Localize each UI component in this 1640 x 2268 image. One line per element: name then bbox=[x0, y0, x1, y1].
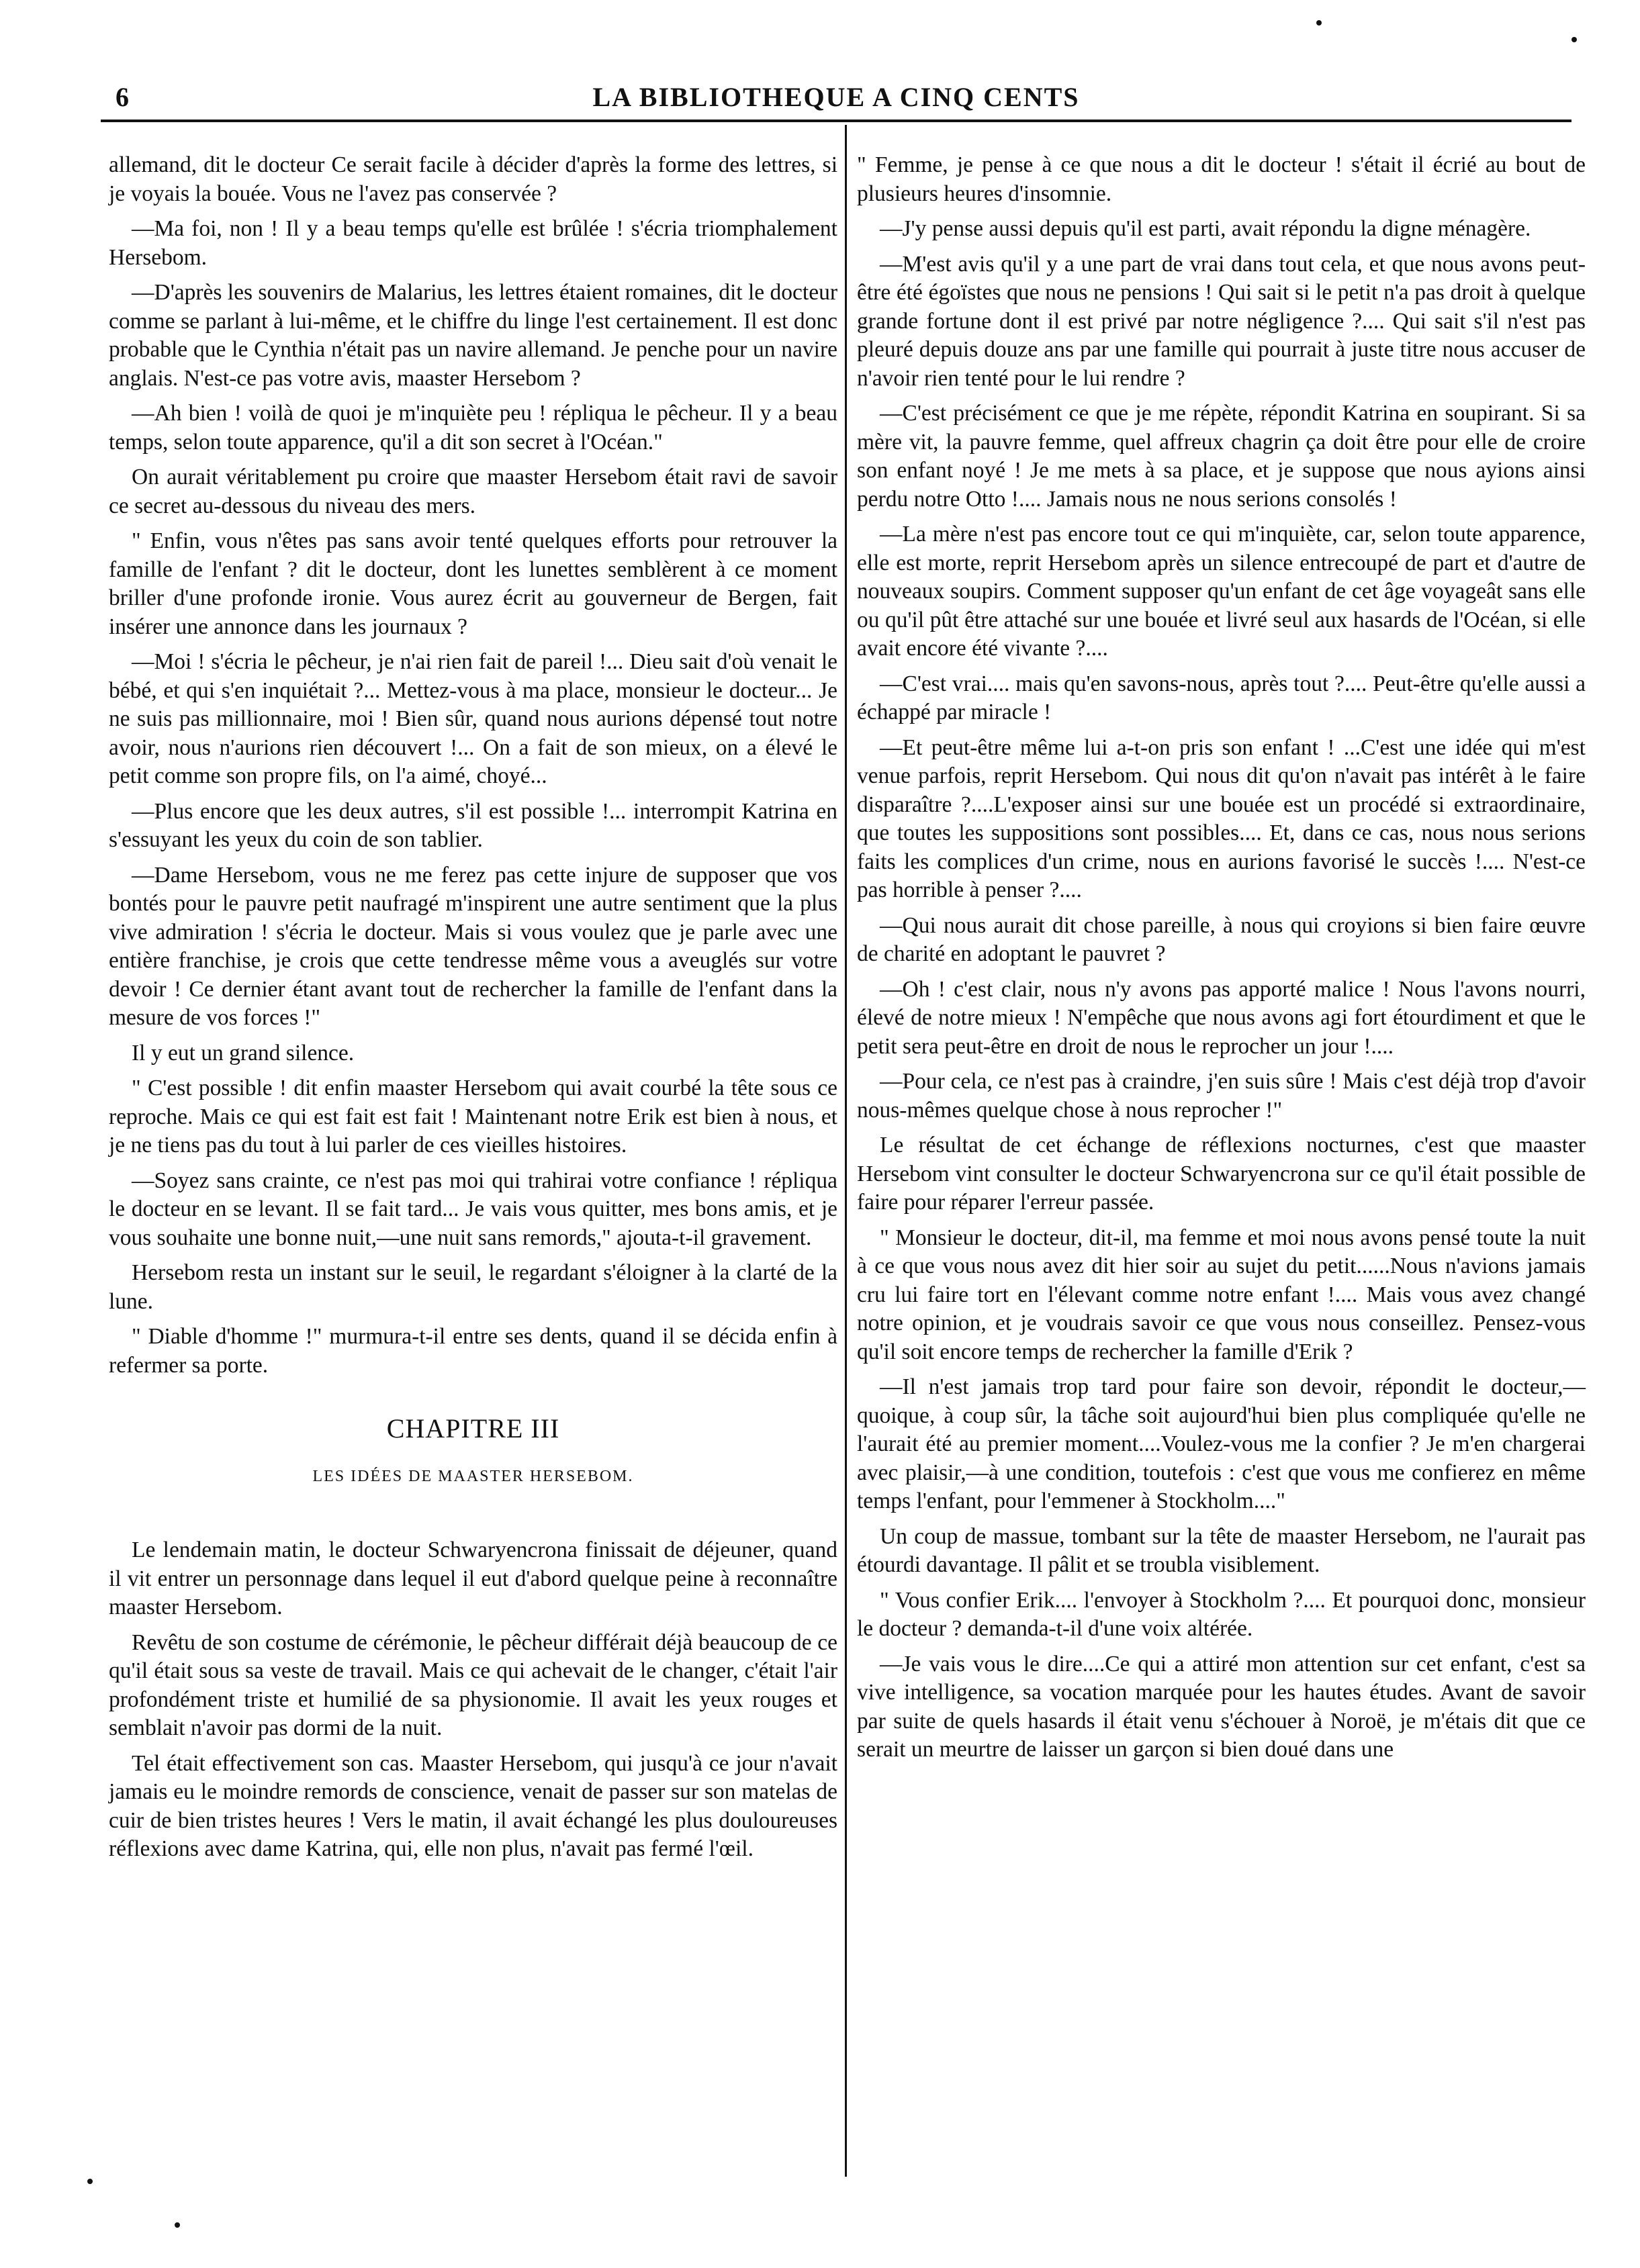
paragraph: Tel était effectivement son cas. Maaster Hersebom, qui jusqu'à ce jour n'avait jamais eu le moindre remords de conscience, venait de passer sur son matelas de cuir de bien tristes heures ! Vers le matin, il avait échangé les plus douloureuses réflexions avec dame Katrina, qui, elle non plus, n'avait pas fermé l'œil. bbox=[109, 1750, 837, 1861]
paragraph: " Monsieur le docteur, dit-il, ma femme et moi nous avons pensé toute la nuit à ce que vous nous avez dit hier soir au sujet du petit......Nous n'avions jamais cru lui faire tort en l'élevant comme notre enfant !.... Mais vous avez changé notre opinion, et je voudrais savoir ce que vous nous conseillez. Pensez-vous qu'il soit encore temps de rechercher la famille d'Erik ? bbox=[857, 1225, 1586, 1364]
paragraph: —La mère n'est pas encore tout ce qui m'inquiète, car, selon toute apparence, elle est morte, reprit Hersebom après un silence entrecoupé de part et d'autre de nouveaux soupirs. Comment supposer qu'un enfant de cet âge voyageât sans elle ou qu'il pût être attaché sur une bouée et livré seul aux hasards de l'Océan, si elle avait encore été vivante ?.... bbox=[857, 522, 1586, 661]
page-header bbox=[101, 77, 1571, 117]
column-divider bbox=[845, 125, 847, 2177]
running-title: LA BIBLIOTHEQUE A CINQ CENTS bbox=[592, 82, 1080, 112]
right-column bbox=[857, 151, 1586, 1771]
paragraph: —Pour cela, ce n'est pas à craindre, j'en suis sûre ! Mais c'est déjà trop d'avoir nous-mêmes quelque chose à nous reprocher !" bbox=[857, 1069, 1586, 1123]
paragraph: —Ah bien ! voilà de quoi je m'inquiète peu ! répliqua le pêcheur. Il y a beau temps, selon toute apparence, qu'il a dit son secret à l'Océan." bbox=[109, 401, 837, 455]
paragraph: —Je vais vous le dire....Ce qui a attiré mon attention sur cet enfant, c'est sa vive intelligence, sa vocation marquée pour les hautes études. Avant de savoir par suite de quels hasards il était venu s'échouer à Noroë, je m'étais dit que ce serait un meurtre de laisser un garçon si bien doué dans une bbox=[857, 1651, 1586, 1762]
paragraph: —Oh ! c'est clair, nous n'y avons pas apporté malice ! Nous l'avons nourri, élevé de notre mieux ! N'empêche que nous avons agi fort étourdiment et que le petit sera peut-être en droit de nous le reprocher un jour !.... bbox=[857, 976, 1586, 1059]
paragraph: —Moi ! s'écria le pêcheur, je n'ai rien fait de pareil !... Dieu sait d'où venait le bébé, et qui s'en inquiétait ?... Mettez-vous à ma place, monsieur le docteur... Je ne suis pas millionnaire, moi ! Bien sûr, quand nous aurions dépensé tout notre avoir, nous n'aurions rien découvert !... On a fait de son mieux, on a élevé le petit comme son propre fils, on l'a aimé, choyé... bbox=[109, 649, 837, 788]
paragraph: Hersebom resta un instant sur le seuil, le regardant s'éloigner à la clarté de la lune. bbox=[109, 1260, 837, 1314]
paragraph: Un coup de massue, tombant sur la tête de maaster Hersebom, ne l'aurait pas étourdi davantage. Il pâlit et se troubla visiblement. bbox=[857, 1523, 1586, 1577]
print-speck bbox=[87, 2179, 93, 2184]
paragraph: —Plus encore que les deux autres, s'il est possible !... interrompit Katrina en s'essuyant les yeux du coin de son tablier. bbox=[109, 798, 837, 852]
paragraph: " Diable d'homme !" murmura-t-il entre ses dents, quand il se décida enfin à refermer sa porte. bbox=[109, 1324, 837, 1378]
paragraph: " C'est possible ! dit enfin maaster Hersebom qui avait courbé la tête sous ce reproche. Mais ce qui est fait est fait ! Maintenant notre Erik est bien à nous, et je ne tiens pas du tout à lui parler de ces vieilles histoires. bbox=[109, 1076, 837, 1157]
paragraph: —C'est vrai.... mais qu'en savons-nous, après tout ?.... Peut-être qu'elle aussi a échappé par miracle ! bbox=[857, 671, 1586, 724]
paragraph: —J'y pense aussi depuis qu'il est parti, avait répondu la digne ménagère. bbox=[880, 216, 1531, 241]
print-speck bbox=[175, 2222, 180, 2228]
paragraph: Le résultat de cet échange de réflexions nocturnes, c'est que maaster Hersebom vint consulter le docteur Schwaryencrona sur ce qu'il était possible de faire pour réparer l'erreur passée. bbox=[857, 1133, 1586, 1215]
left-column bbox=[109, 151, 837, 1871]
chapter-title: CHAPITRE III bbox=[386, 1413, 560, 1444]
page-number: 6 bbox=[116, 82, 129, 112]
print-speck bbox=[1571, 37, 1577, 42]
paragraph: —D'après les souvenirs de Malarius, les lettres étaient romaines, dit le docteur comme se parlant à lui-même, et le chiffre du linge l'est certainement. Il est donc probable que le Cynthia n'était pas un navire allemand. Je penche pour un navire anglais. N'est-ce pas votre avis, maaster Hersebom ? bbox=[109, 280, 837, 391]
chapter-subtitle: LES IDÉES DE MAASTER HERSEBOM. bbox=[312, 1467, 634, 1485]
paragraph: —M'est avis qu'il y a une part de vrai dans tout cela, et que nous avons peut-être été égoïstes que nous ne pensions ! Qui sait si le petit n'a pas droit à quelque grande fortune dont il est privé par notre négligence ?.... Qui sait s'il n'est pas pleuré depuis douze ans par une famille qui pourrait à juste titre nous accuser de n'avoir rien tenté pour le lui rendre ? bbox=[857, 251, 1586, 391]
paragraph: —Il n'est jamais trop tard pour faire son devoir, répondit le docteur,—quoique, à coup sûr, la tâche soit aujourd'hui bien plus compliquée qu'elle ne l'aurait été au premier moment....Voulez-vous me la confier ? Je m'en chargerai avec plaisir,—à une condition, toutefois : c'est que vous me confierez en même temps l'enfant, pour l'emmener à Stockholm...." bbox=[857, 1374, 1586, 1513]
paragraph: —Soyez sans crainte, ce n'est pas moi qui trahirai votre confiance ! répliqua le docteur en se levant. Il se fait tard... Je vais vous quitter, mes bons amis, et je vous souhaite une bonne nuit,—une nuit sans remords," ajouta-t-il gravement. bbox=[109, 1168, 837, 1250]
paragraph: On aurait véritablement pu croire que maaster Hersebom était ravi de savoir ce secret au-dessous du niveau des mers. bbox=[109, 465, 837, 518]
paragraph: " Femme, je pense à ce que nous a dit le docteur ! s'était il écrié au bout de plusieurs heures d'insomnie. bbox=[857, 152, 1586, 206]
header-rule bbox=[101, 120, 1571, 122]
paragraph: " Enfin, vous n'êtes pas sans avoir tenté quelques efforts pour retrouver la famille de l'enfant ? dit le docteur, dont les lunettes semblèrent à ce moment briller d'une profonde ironie. Vous aurez écrit au gouverneur de Bergen, fait insérer une annonce dans les journaux ? bbox=[109, 528, 837, 639]
paragraph: —Qui nous aurait dit chose pareille, à nous qui croyions si bien faire œuvre de charité en adoptant le pauvret ? bbox=[857, 912, 1586, 966]
paragraph: allemand, dit le docteur Ce serait facile à décider d'après la forme des lettres, si je voyais la bouée. Vous ne l'avez pas conservée ? bbox=[109, 152, 837, 206]
paragraph: " Vous confier Erik.... l'envoyer à Stockholm ?.... Et pourquoi donc, monsieur le docteur ? demanda-t-il d'une voix altérée. bbox=[857, 1587, 1586, 1641]
paragraph: —Ma foi, non ! Il y a beau temps qu'elle est brûlée ! s'écria triomphalement Hersebom. bbox=[109, 216, 837, 270]
paragraph: —Dame Hersebom, vous ne me ferez pas cette injure de supposer que vos bontés pour le pauvre petit naufragé m'inspirent une autre sentiment que la plus vive admiration ! s'écria le docteur. Mais si vous voulez que je parle avec une entière franchise, je crois que cette tendresse même vous a aveuglés sur votre devoir ! Ce dernier étant avant tout de rechercher la famille de l'enfant dans la mesure de vos forces !" bbox=[109, 862, 837, 1030]
paragraph: —Et peut-être même lui a-t-on pris son enfant ! ...C'est une idée qui m'est venue parfois, reprit Hersebom. Qui nous dit qu'on n'avait pas intérêt à le faire disparaître ?....L'exposer ainsi sur une bouée est un procédé si extraordinaire, que toutes les suppositions sont possibles.... Et, dans ce cas, nous nous serions faits les complices d'un crime, nous en aurions favorisé le succès !.... N'est-ce pas horrible à penser ?.... bbox=[857, 735, 1586, 902]
paragraph: Revêtu de son costume de cérémonie, le pêcheur différait déjà beaucoup de ce qu'il était sous sa veste de travail. Mais ce qui achevait de le changer, c'était l'air profondément triste et humilié de sa physionomie. Il avait les yeux rouges et semblait n'avoir pas dormi de la nuit. bbox=[109, 1629, 837, 1740]
paragraph: Le lendemain matin, le docteur Schwaryencrona finissait de déjeuner, quand il vit entrer un personnage dans lequel il eut d'abord quelque peine à reconnaître maaster Hersebom. bbox=[109, 1538, 837, 1619]
paragraph: —C'est précisément ce que je me répète, répondit Katrina en soupirant. Si sa mère vit, la pauvre femme, quel affreux chagrin ça doit être pour elle de croire son enfant noyé ! Je me mets à sa place, et je suppose que nous ayions ainsi perdu notre Otto !.... Jamais nous ne nous serions consolés ! bbox=[857, 401, 1586, 512]
paragraph: Il y eut un grand silence. bbox=[132, 1040, 355, 1066]
print-speck bbox=[1316, 20, 1322, 26]
